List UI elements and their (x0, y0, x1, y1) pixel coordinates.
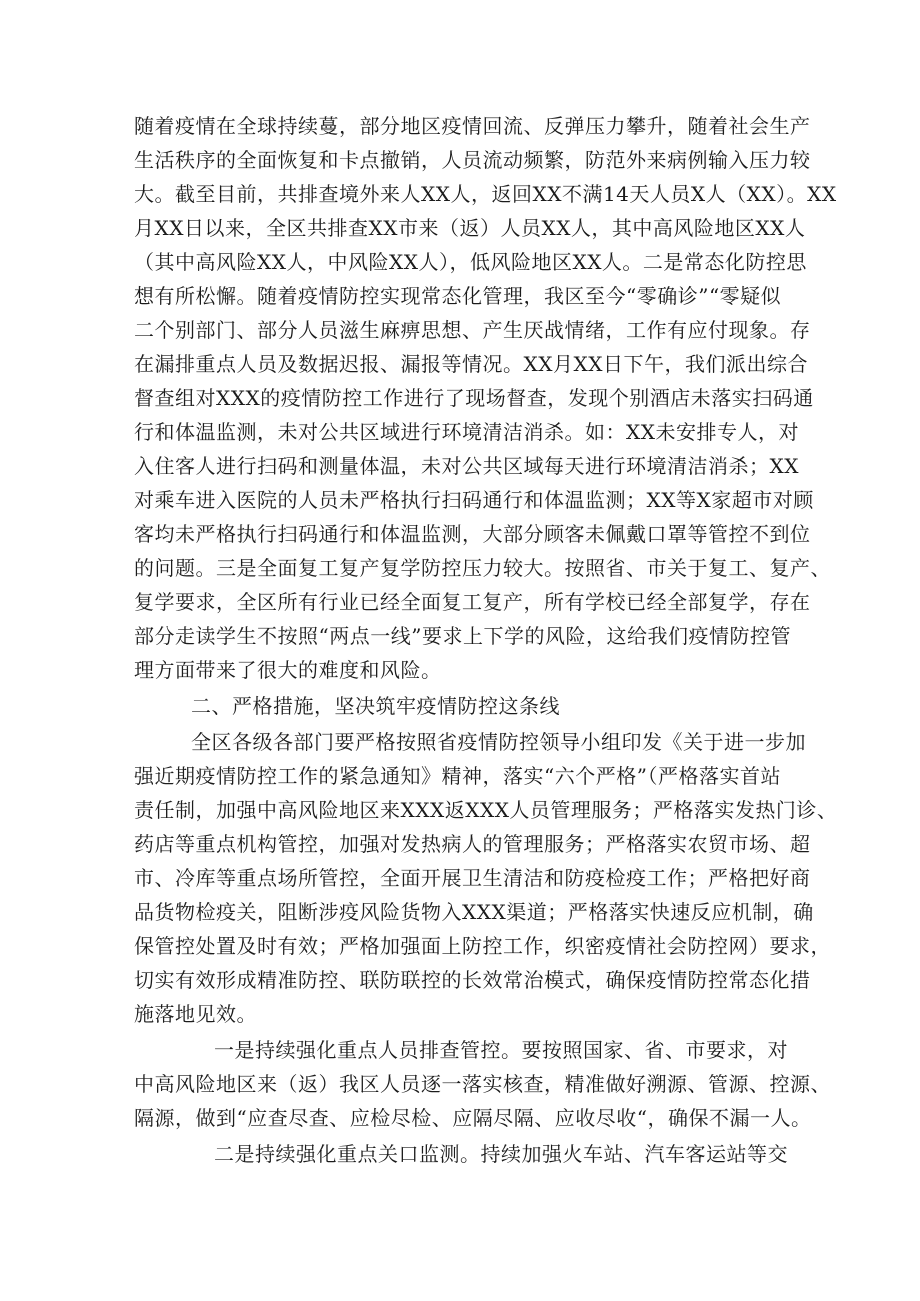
paragraph-2-line-6: 品货物检疫关，阻断涉疫风险货物入XXX渠道；严格落实快速反应机制，确 (134, 900, 814, 924)
paragraph-1-line-9: 督查组对XXX的疫情防控工作进行了现场督查，发现个别酒店未落实扫码通 (134, 386, 814, 410)
paragraph-2-line-1: 全区各级各部门要严格按照省疫情防控领导小组印发《关于进一步加 (191, 730, 806, 754)
paragraph-2-line-4: 药店等重点机构管控，加强对发热病人的管理服务；严格落实农贸市场、超 (134, 832, 811, 856)
paragraph-2-line-3: 责任制，加强中高风险地区来XXX返XXX人员管理服务；严格落实发热门诊、 (134, 798, 838, 822)
paragraph-3-line-2: 中高风险地区来（返）我区人员逐一落实核查，精准做好溯源、管源、控源、 (134, 1072, 831, 1096)
paragraph-1-line-5: （其中高风险XX人，中风险XX人），低风险地区XX人。二是常态化防控思 (134, 250, 807, 274)
paragraph-1-line-7: 二个别部门、部分人员滋生麻痹思想、产生厌战情绪，工作有应付现象。存 (134, 318, 811, 342)
paragraph-3-line-1: 一是持续强化重点人员排查管控。要按照国家、省、市要求，对 (214, 1038, 788, 1062)
paragraph-1-line-6: 想有所松懈。随着疫情防控实现常态化管理，我区至今“零确诊”“零疑似 (134, 284, 782, 308)
paragraph-1-line-15: 复学要求，全区所有行业已经全面复工复产，所有学校已经全部复学，存在 (134, 590, 811, 614)
paragraph-4-line-1: 二是持续强化重点关口监测。持续加强火车站、汽车客运站等交 (214, 1142, 788, 1166)
paragraph-1-line-3: 大。截至目前，共排查境外来人XX人，返回XX不满14天人员X人（XX）。XX (134, 182, 837, 206)
paragraph-2-line-9: 施落地见效。 (134, 1002, 257, 1026)
paragraph-1-line-8: 在漏排重点人员及数据迟报、漏报等情况。XX月XX日下午，我们派出综合 (134, 352, 808, 376)
paragraph-1-line-12: 对乘车进入医院的人员未严格执行扫码通行和体温监测；XX等X家超市对顾 (134, 488, 814, 512)
paragraph-3-line-3: 隔源，做到“应查尽查、应检尽检、应隔尽隔、应收尽收“，确保不漏一人。 (134, 1106, 812, 1130)
section-heading: 二、严格措施，坚决筑牢疫情防控这条线 (191, 694, 560, 718)
paragraph-1-line-1: 随着疫情在全球持续蔓，部分地区疫情回流、反弹压力攀升，随着社会生产 (134, 114, 811, 138)
paragraph-1-line-17: 理方面带来了很大的难度和风险。 (134, 658, 442, 682)
paragraph-1-line-11: 入住客人进行扫码和测量体温，未对公共区域每天进行环境清洁消杀；XX (134, 454, 799, 478)
paragraph-1-line-4: 月XX日以来，全区共排查XX市来（返）人员XX人，其中高风险地区XX人 (134, 216, 806, 240)
paragraph-1-line-16: 部分走读学生不按照“两点一线”要求上下学的风险，这给我们疫情防控管 (134, 624, 791, 648)
paragraph-2-line-7: 保管控处置及时有效；严格加强面上防控工作，织密疫情社会防控网）要求， (134, 934, 831, 958)
paragraph-1-line-10: 行和体温监测，未对公共区域进行环境清洁消杀。如：XX未安排专人，对 (134, 420, 799, 444)
paragraph-1-line-13: 客均未严格执行扫码通行和体温监测，大部分顾客未佩戴口罩等管控不到位 (134, 522, 811, 546)
paragraph-2-line-8: 切实有效形成精准防控、联防联控的长效常治模式，确保疫情防控常态化措 (134, 968, 811, 992)
paragraph-2-line-5: 市、冷库等重点场所管控，全面开展卫生清洁和防疫检疫工作；严格把好商 (134, 866, 811, 890)
paragraph-1-line-14: 的问题。三是全面复工复产复学防控压力较大。按照省、市关于复工、复产、 (134, 556, 831, 580)
paragraph-2-line-2: 强近期疫情防控工作的紧急通知》精神，落实“六个严格”（严格落实首站 (134, 764, 781, 788)
paragraph-1-line-2: 生活秩序的全面恢复和卡点撤销，人员流动频繁，防范外来病例输入压力较 (134, 148, 811, 172)
